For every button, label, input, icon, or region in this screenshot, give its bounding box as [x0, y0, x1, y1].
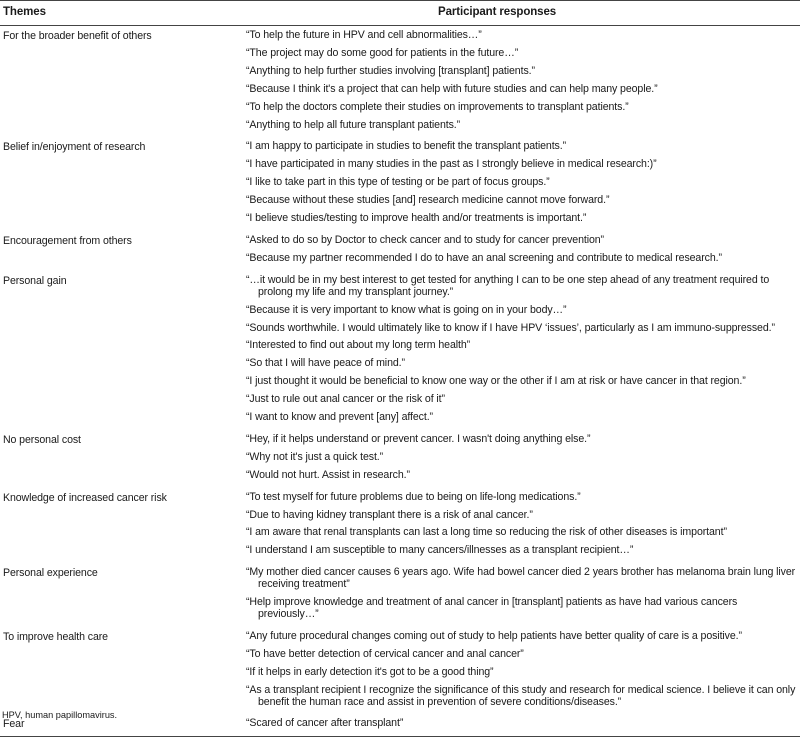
theme-label: Knowledge of increased cancer risk	[3, 491, 167, 504]
participant-response: “So that I will have peace of mind.”	[246, 357, 405, 370]
theme-group	[0, 271, 800, 424]
participant-response: “To help the doctors complete their studies on improvements to transplant patients.”	[246, 100, 629, 113]
participant-response: “If it helps in early detection it's got to be a good thing”	[246, 665, 494, 678]
participant-response: “I believe studies/testing to improve health and/or treatments is important.”	[246, 212, 587, 225]
theme-label: Fear	[3, 718, 25, 731]
response-list	[246, 137, 800, 225]
response-list	[246, 430, 800, 482]
theme-group	[0, 137, 800, 225]
participant-response: “I understand I am susceptible to many cancers/illnesses as a transplant recipient…”	[246, 544, 634, 557]
participant-response: “I just thought it would be beneficial to know one way or the other if I am at risk or have cancer in that region.”	[246, 375, 746, 388]
theme-group	[0, 714, 800, 730]
response-list	[246, 271, 800, 424]
participant-response: “To have better detection of cervical cancer and anal cancer”	[246, 647, 524, 660]
participant-response: “I like to take part in this type of testing or be part of focus groups.”	[246, 176, 550, 189]
theme-label: For the broader benefit of others	[3, 30, 152, 42]
response-list	[246, 231, 800, 265]
theme-label: Personal experience	[3, 567, 98, 580]
participant-response: “My mother died cancer causes 6 years ago. Wife had bowel cancer died 2 years brother has melanoma brain lung liver receiving treatment”	[246, 566, 796, 591]
participant-response: “Because I think it's a project that can help with future studies and can help many people.”	[246, 82, 658, 95]
theme-label: Personal gain	[3, 274, 67, 287]
participant-response: “Interested to find out about my long term health”	[246, 339, 471, 352]
participant-response: “Hey, if it helps understand or prevent cancer. I wasn't doing anything else.”	[246, 432, 591, 445]
participant-response: “Scared of cancer after transplant”	[246, 717, 404, 730]
participant-response: “Just to rule out anal cancer or the risk of it”	[246, 393, 445, 406]
response-list	[246, 26, 800, 131]
participant-response: “Would not hurt. Assist in research.”	[246, 468, 410, 481]
table-header	[0, 0, 800, 26]
table-footnote: HPV, human papillomavirus.	[2, 710, 118, 720]
participant-response: “Anything to help all future transplant patients.”	[246, 118, 461, 131]
participant-response: “I am aware that renal transplants can last a long time so reducing the risk of other diseases is important”	[246, 526, 727, 539]
participant-response: “To help the future in HPV and cell abnormalities…”	[246, 29, 482, 41]
participant-response: “Asked to do so by Doctor to check cancer and to study for cancer prevention”	[246, 233, 604, 246]
participant-response: “Due to having kidney transplant there is a risk of anal cancer.”	[246, 508, 533, 521]
participant-response: “…it would be in my best interest to get tested for anything I can to be one step ahead of any treatment required to prolong my life and my transplant journey.”	[246, 273, 770, 298]
theme-group	[0, 627, 800, 709]
response-list	[246, 627, 800, 709]
participant-response: “The project may do some good for patients in the future…”	[246, 46, 519, 59]
theme-group	[0, 563, 800, 621]
theme-group	[0, 488, 800, 558]
participant-response: “Sounds worthwhile. I would ultimately like to know if I have HPV ‘issues’, particularly as I am immuno-suppressed.”	[246, 321, 775, 334]
theme-label: To improve health care	[3, 630, 108, 643]
theme-group	[0, 231, 800, 265]
response-list	[246, 488, 800, 558]
participant-response: “I am happy to participate in studies to benefit the transplant patients.”	[246, 140, 567, 153]
theme-group	[0, 430, 800, 482]
response-list	[246, 714, 800, 730]
themes-header: Themes	[3, 6, 46, 18]
participant-response: “Why not it's just a quick test.”	[246, 450, 384, 463]
participant-response: “Help improve knowledge and treatment of anal cancer in [transplant] patients as have had various cancers previously…”	[246, 596, 738, 620]
participant-response: “Anything to help further studies involving [transplant] patients.”	[246, 64, 535, 77]
participant-response: “Because without these studies [and] research medicine cannot move forward.”	[246, 194, 610, 207]
participant-response: “I want to know and prevent [any] affect.”	[246, 411, 433, 424]
participant-response: “Because it is very important to know what is going on in your body…”	[246, 303, 567, 316]
theme-label: No personal cost	[3, 433, 81, 446]
participant-response: “I have participated in many studies in the past as I strongly believe in medical research:)”	[246, 158, 657, 171]
theme-label: Encouragement from others	[3, 234, 132, 247]
participant-response: “As a transplant recipient I recognize the significance of this study and research for medical science. I believe it can only benefit the human race and assist in prevention of severe conditions/diseases.”	[246, 683, 796, 708]
theme-group	[0, 26, 800, 131]
responses-header: Participant responses	[438, 6, 557, 18]
participant-response: “To test myself for future problems due to being on life-long medications.”	[246, 490, 581, 503]
table-body	[0, 26, 800, 730]
participant-response: “Because my partner recommended I do to have an anal screening and contribute to medical research.”	[246, 251, 722, 264]
participant-response: “Any future procedural changes coming out of study to help patients have better quality of care is a positive.”	[246, 629, 742, 642]
response-list	[246, 563, 800, 621]
theme-label: Belief in/enjoyment of research	[3, 141, 146, 154]
